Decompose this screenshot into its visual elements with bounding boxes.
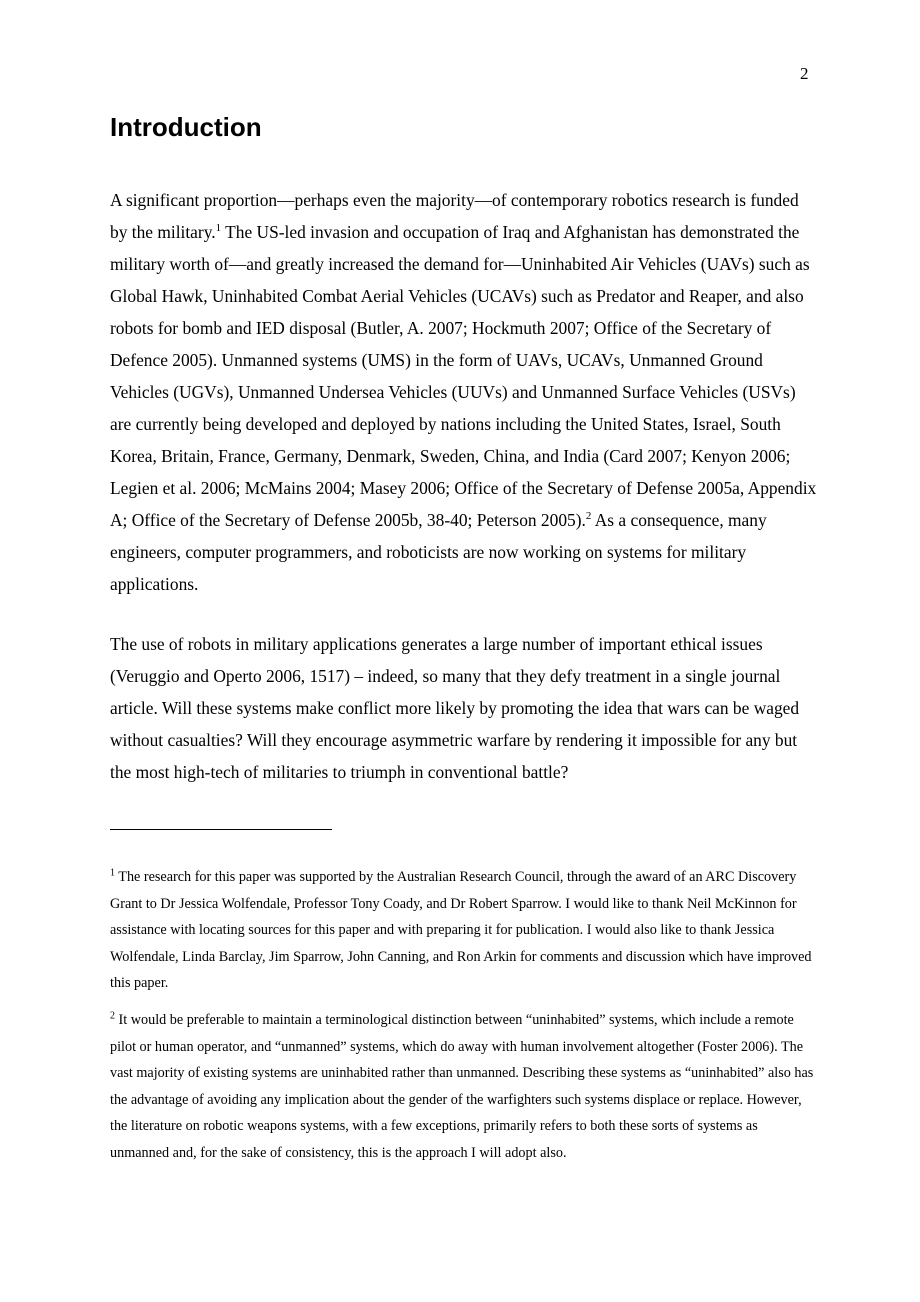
body-paragraph-2: The use of robots in military applications generates a large number of important ethical issues (Veruggio and Operto 2006, 1517) – indeed, so many that they defy treatment in a single journal article. Will these systems make conflict more likely by promoting the idea that wars can be waged without casualties? Will they encourage asymmetric warfare by rendering it impossible for any but the most high-tech of militaries to triumph in conventional battle? <box>110 634 800 782</box>
section-heading: Introduction <box>110 112 262 142</box>
footnote-text: It would be preferable to maintain a terminological distinction between “uninhabited” systems, which include a remote pilot or human operator, and “unmanned” systems, which do away with human involvement altogether (Foster 2006). The vast majority of existing systems are uninhabited rather than unmanned. Describing these systems as “uninhabited” also has the advantage of avoiding any implication about the gender of the warfighters such systems displace or replace. However, the literature on robotic weapons systems, with a few exceptions, primarily refers to both these sorts of systems as unmanned and, for the sake of consistency, this is the approach I will adopt also. <box>110 1012 814 1161</box>
footnote-mark: 1 <box>110 867 115 879</box>
page-number: 2 <box>800 64 809 83</box>
paragraph-text: The US-led invasion and occupation of Iraq and Afghanistan has demonstrated the military worth of—and greatly increased the demand for—Uninhabited Air Vehicles (UAVs) such as Global Hawk, Uninhabited Combat Aerial Vehicles (UCAVs) such as Predator and Reaper, and also robots for bomb and IED disposal (Butler, A. 2007; Hockmuth 2007; Office of the Secretary of Defence 2005). Unmanned systems (UMS) in the form of UAVs, UCAVs, Unmanned Ground Vehicles (UGVs), Unmanned Undersea Vehicles (UUVs) and Unmanned Surface Vehicles (USVs) are currently being developed and deployed by nations including the United States, Israel, South Korea, Britain, France, Germany, Denmark, Sweden, China, and India (Card 2007; Kenyon 2006; Legien et al. 2006; McMains 2004; Masey 2006; Office of the Secretary of Defense 2005a, Appendix A; Office of the Secretary of Defense 2005b, 38-40; Peterson 2005). <box>110 222 817 530</box>
footnote-reference-2[interactable]: 2 <box>585 510 592 523</box>
paragraph-text: As a consequence, many engineers, computer programmers, and roboticists are now working on systems for military applications. <box>110 510 767 594</box>
footnote-divider <box>110 829 332 830</box>
footnote-text: The research for this paper was supported by the Australian Research Council, through the award of an ARC Discovery Grant to Dr Jessica Wolfendale, Professor Tony Coady, and Dr Robert Sparrow. I would like to thank Neil McKinnon for assistance with locating sources for this paper and with preparing it for publication. I would also like to thank Jessica Wolfendale, Linda Barclay, Jim Sparrow, John Canning, and Ron Arkin for comments and discussion which have improved this paper. <box>110 869 812 991</box>
paragraph-text: A significant proportion—perhaps even the majority—of contemporary robotics research is funded by the military. <box>110 190 799 242</box>
footnote-2 <box>110 1007 820 1166</box>
footnote-1 <box>110 864 820 997</box>
footnote-reference-1[interactable]: 1 <box>215 222 222 235</box>
footnote-mark: 2 <box>110 1010 115 1022</box>
body-paragraph-1 <box>110 184 820 600</box>
